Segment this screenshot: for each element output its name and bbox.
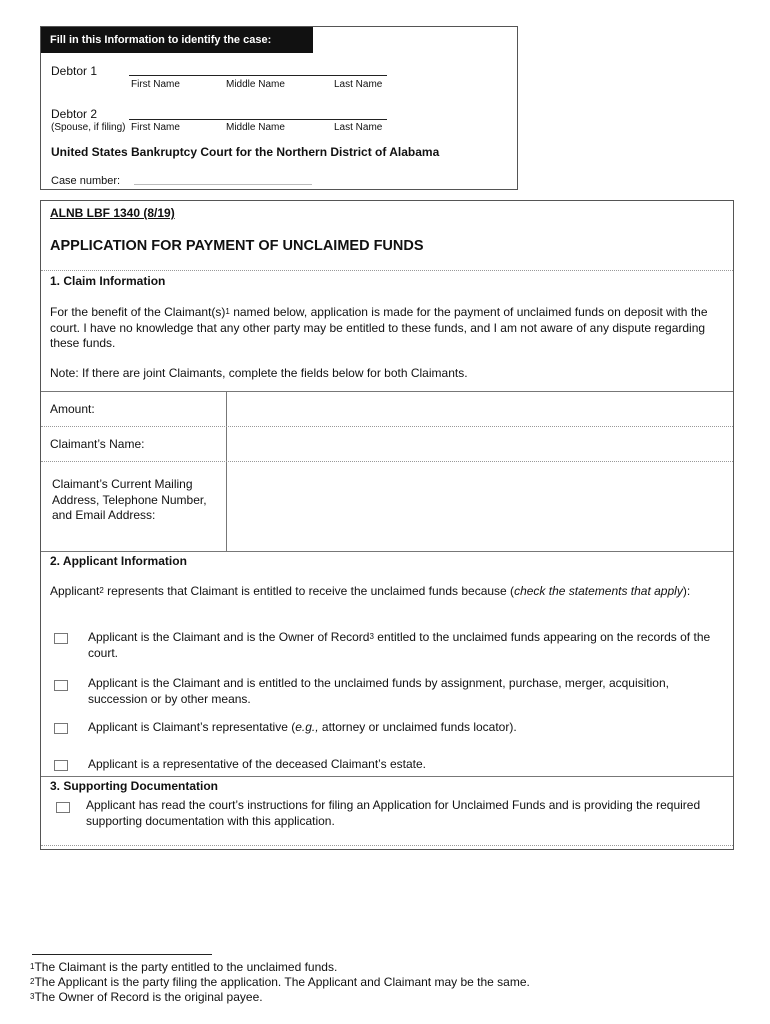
claimant-address-label: Claimant’s Current Mailing Address, Telephone Number, and Email Address: <box>52 477 207 522</box>
debtor2-field[interactable] <box>129 105 387 119</box>
spouse-note: (Spouse, if filing) <box>51 122 126 133</box>
joint-claimants-note: Note: If there are joint Claimants, complete the fields below for both Claimants. <box>50 366 468 380</box>
debtor1-last-name-caption: Last Name <box>334 79 383 90</box>
court-name: United States Bankruptcy Court for the Northern District of Alabama <box>51 145 440 159</box>
form-code: ALNB LBF 1340 (8/19) <box>50 206 175 220</box>
case-identification-box <box>40 26 518 190</box>
claim-table-column-divider <box>226 391 227 551</box>
debtor2-last-name-caption: Last Name <box>334 122 383 133</box>
footnote-1: $^1$The Claimant is the party entitled to the unclaimed funds. <box>30 960 338 974</box>
section2-bottom-border <box>41 776 733 777</box>
identification-banner: Fill in this Information to identify the case: <box>41 27 313 53</box>
footnote-2: $^2$The Applicant is the party filing the application. The Applicant and Claimant may be the same. <box>30 975 530 989</box>
case-number-underline <box>134 184 312 185</box>
debtor1-first-name-caption: First Name <box>131 79 180 90</box>
title-divider <box>41 270 733 271</box>
representative-statement: Applicant is Claimant’s representative (e.g., attorney or unclaimed funds locator). <box>88 720 517 734</box>
footnote-separator <box>32 954 212 955</box>
footnotes <box>30 960 530 1005</box>
debtor2-underline <box>129 119 387 120</box>
section1-bottom-border <box>41 551 733 552</box>
assignment-checkbox[interactable] <box>54 680 68 691</box>
debtor1-underline <box>129 75 387 76</box>
estate-representative-checkbox[interactable] <box>54 760 68 771</box>
section1-heading: 1. Claim Information <box>50 274 166 288</box>
footnote-3: $^3$The Owner of Record is the original payee. <box>30 990 263 1004</box>
debtor1-label: Debtor 1 <box>51 64 98 78</box>
amount-label: Amount: <box>50 402 95 416</box>
estate-representative-statement: Applicant is a representative of the deceased Claimant’s estate. <box>88 757 426 771</box>
debtor1-field[interactable] <box>129 61 387 75</box>
supporting-documentation-statement: Applicant has read the court’s instructions for filing an Application for Unclaimed Funds and is providing the required supporting documentation with this application. <box>86 798 701 828</box>
representative-checkbox[interactable] <box>54 723 68 734</box>
section3-heading: 3. Supporting Documentation <box>50 779 218 793</box>
assignment-statement: Applicant is the Claimant and is entitled to the unclaimed funds by assignment, purchase, merger, acquisition, succession or by other means. <box>88 676 669 706</box>
claimant-address-field[interactable] <box>233 469 723 545</box>
claim-table-top-border <box>41 391 733 392</box>
debtor2-label: Debtor 2 <box>51 107 98 121</box>
owner-of-record-statement: Applicant is the Claimant and is the Owner of Record$^3$ entitled to the unclaimed funds appearing on the records of the court. <box>88 630 711 660</box>
claimant-name-field[interactable] <box>233 433 723 455</box>
case-number-field[interactable] <box>134 171 312 184</box>
debtor2-first-name-caption: First Name <box>131 122 180 133</box>
supporting-documentation-checkbox[interactable] <box>56 802 70 813</box>
debtor2-middle-name-caption: Middle Name <box>226 122 285 133</box>
case-number-label: Case number: <box>51 175 121 187</box>
owner-of-record-checkbox[interactable] <box>54 633 68 644</box>
claim-paragraph: For the benefit of the $Claimant(s)^1$ named below, application is made for the payment of unclaimed funds on deposit with the court. I have no knowledge that any other party may be entitled to these funds, and I am not aware of any dispute regarding these funds. <box>50 305 708 350</box>
form-title: APPLICATION FOR PAYMENT OF UNCLAIMED FUNDS <box>50 238 424 254</box>
claimant-name-label: Claimant’s Name: <box>50 437 145 451</box>
amount-row-divider <box>41 426 733 427</box>
amount-field[interactable] <box>233 398 723 420</box>
form-bottom-rule <box>41 845 733 846</box>
section2-heading: 2. Applicant Information <box>50 554 187 568</box>
name-row-divider <box>41 461 733 462</box>
application-form <box>40 200 734 850</box>
applicant-intro: Applicant$^2$ represents that Claimant is entitled to receive the unclaimed funds because (check the statements that apply): <box>50 584 691 598</box>
debtor1-middle-name-caption: Middle Name <box>226 79 285 90</box>
